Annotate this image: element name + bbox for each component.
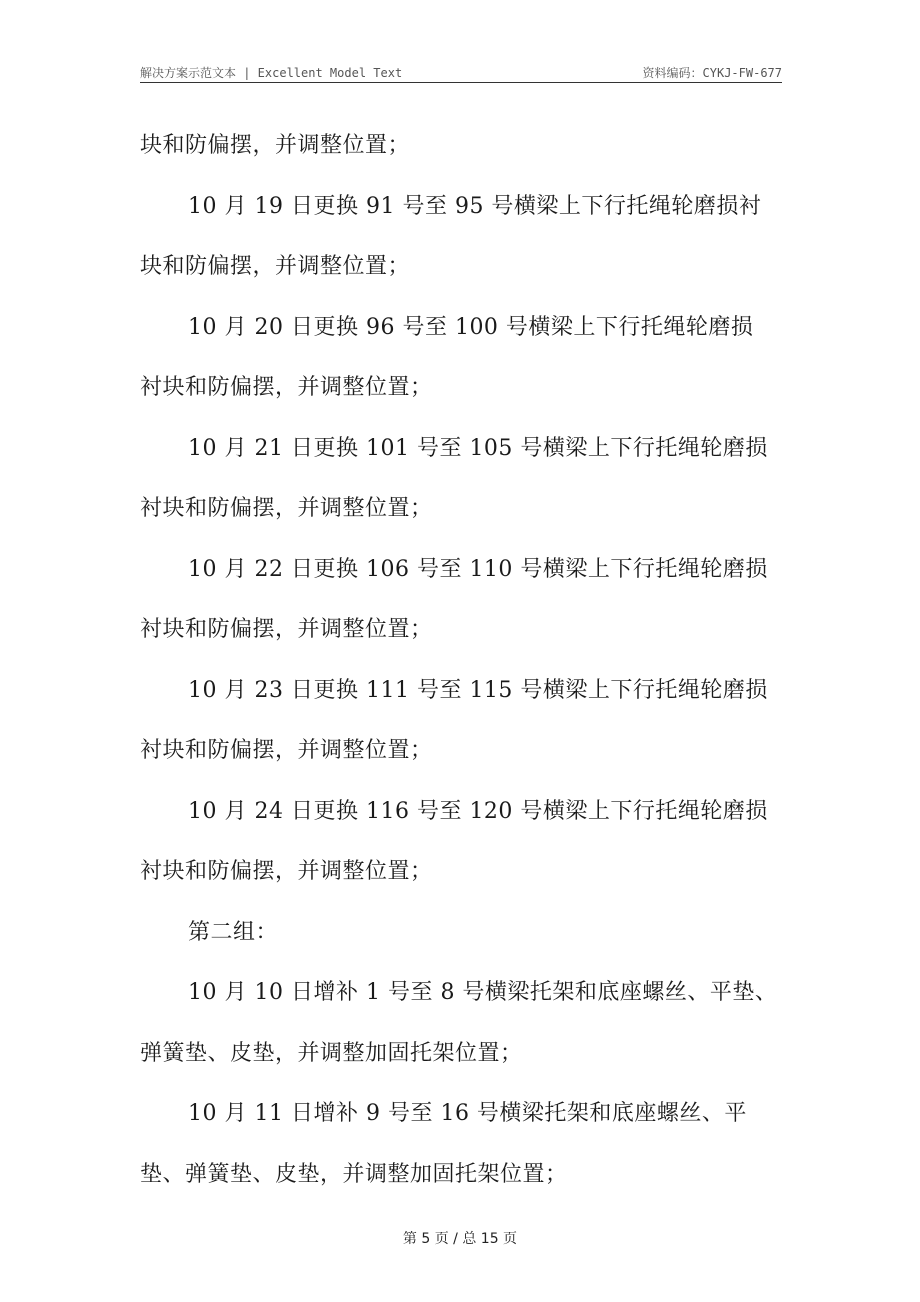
text-line: 块和防偏摆，并调整位置； [140, 254, 411, 279]
text-line: 弹簧垫、皮垫，并调整加固托架位置； [140, 1040, 523, 1066]
text-line: 10 月 23 日更换 111 号至 115 号横梁上下行托绳轮磨损 [188, 677, 768, 703]
text-line: 10 月 24 日更换 116 号至 120 号横梁上下行托绳轮磨损 [188, 798, 768, 824]
document-code: 资料编码：CYKJ-FW-677 [642, 66, 782, 80]
text-line: 10 月 21 日更换 101 号至 105 号横梁上下行托绳轮磨损 [188, 435, 768, 461]
text-line: 衬块和防偏摆，并调整位置； [140, 617, 433, 642]
text-line: 10 月 20 日更换 96 号至 100 号横梁上下行托绳轮磨损 [188, 314, 754, 340]
header-title: 解决方案示范文本 | Excellent Model Text [140, 66, 403, 80]
document-body [140, 116, 800, 1205]
text-line: 10 月 10 日增补 1 号至 8 号横梁托架和底座螺丝、平垫、 [188, 980, 778, 1005]
text-line: 10 月 19 日更换 91 号至 95 号横梁上下行托绳轮磨损衬 [188, 193, 762, 219]
page-header [140, 60, 782, 83]
text-line: 衬块和防偏摆，并调整位置； [140, 859, 433, 884]
text-line: 衬块和防偏摆，并调整位置； [140, 496, 433, 521]
text-line: 10 月 11 日增补 9 号至 16 号横梁托架和底座螺丝、平 [188, 1101, 747, 1126]
text-line: 衬块和防偏摆，并调整位置； [140, 375, 433, 400]
section-heading: 第二组： [188, 919, 279, 945]
text-line: 衬块和防偏摆，并调整位置； [140, 738, 433, 763]
text-line: 10 月 22 日更换 106 号至 110 号横梁上下行托绳轮磨损 [188, 556, 768, 582]
text-line: 垫、弹簧垫、皮垫，并调整加固托架位置； [140, 1161, 568, 1187]
text-line: 块和防偏摆，并调整位置； [140, 133, 411, 158]
page-number: 第 5 页 / 总 15 页 [402, 1231, 518, 1247]
